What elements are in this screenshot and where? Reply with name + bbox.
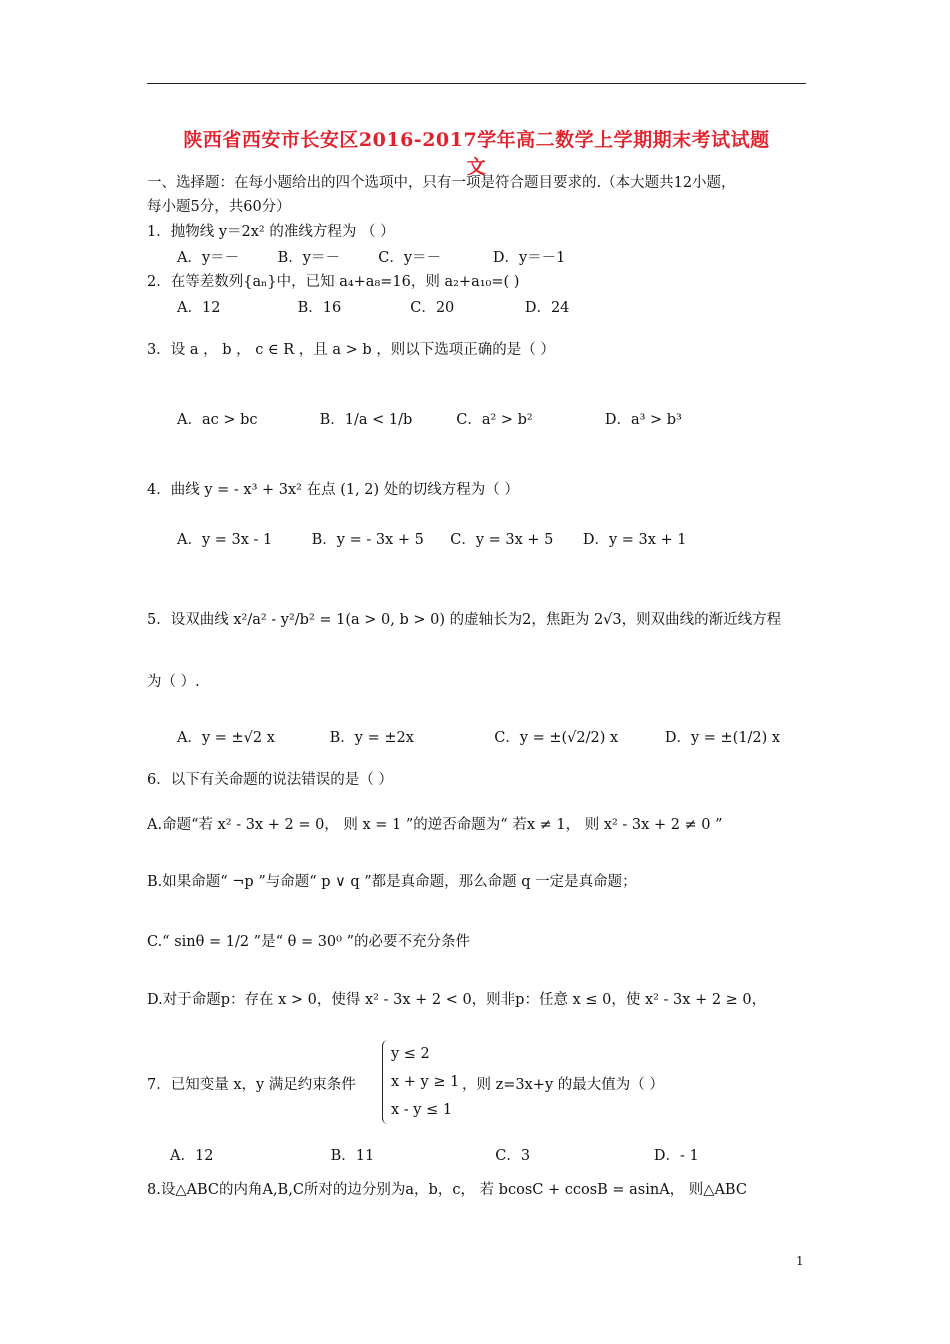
option-d: D．- 1	[653, 1148, 699, 1164]
question-4-stem: 4．曲线 y = - x³ + 3x² 在点 (1, 2) 处的切线方程为（ ）	[147, 482, 519, 498]
option-c: C．3	[495, 1148, 531, 1164]
option-d: D．y = ±(1/2) x	[664, 730, 781, 746]
option-a: A．y＝－	[177, 250, 240, 266]
constraint-system	[382, 1040, 459, 1124]
option-a: A．ac > bc	[177, 412, 258, 428]
option-a: A．y = 3x - 1	[177, 532, 273, 548]
question-7-options	[170, 1146, 699, 1166]
question-1-stem: 1．抛物线 y＝2x² 的准线方程为 （ ）	[147, 224, 395, 240]
option-c: C．y＝－	[378, 250, 442, 266]
option-b: B．y＝－	[277, 250, 340, 266]
constraint-2: x + y ≥ 1	[391, 1074, 460, 1090]
option-c: C．y = ±(√2/2) x	[494, 730, 619, 746]
section-intro-cont: 每小题5分，共60分）	[147, 199, 291, 215]
option-a: A．12	[177, 300, 221, 316]
question-6-option-c: C.“ sinθ = 1/2 ”是“ θ = 30⁰ ”的必要不充分条件	[147, 934, 470, 950]
page-title-cont: 文	[466, 156, 487, 178]
option-d: D．24	[524, 300, 570, 316]
constraint-1: y ≤ 2	[391, 1046, 430, 1062]
question-6-option-a: A.命题“若 x² - 3x + 2 = 0， 则 x = 1 ”的逆否命题为“ 若x ≠ 1， 则 x² - 3x + 2 ≠ 0 ”	[147, 817, 723, 833]
option-a: A．y = ±√2 x	[177, 730, 275, 746]
option-b: B．y = - 3x + 5	[311, 532, 424, 548]
section-intro: 一、选择题：在每小题给出的四个选项中，只有一项是符合题目要求的.（本大题共12小题，	[147, 175, 736, 191]
page-number: 1	[796, 1254, 804, 1268]
question-5-stem-cont: 为（ ）.	[147, 674, 200, 690]
question-7-stem-pre: 7．已知变量 x，y 满足约束条件	[147, 1077, 356, 1093]
option-d: D．y＝－1	[492, 250, 566, 266]
question-5-stem: 5．设双曲线 x²/a² - y²/b² = 1(a > 0, b > 0) 的虚轴长为2，焦距为 2√3，则双曲线的渐近线方程	[147, 612, 782, 628]
question-3-options	[177, 410, 682, 430]
option-b: B．11	[330, 1148, 375, 1164]
question-7-stem-post: ，则 z=3x+y 的最大值为（ ）	[462, 1077, 664, 1093]
option-c: C．20	[410, 300, 455, 316]
question-8-stem: 8.设△ABC的内角A,B,C所对的边分别为a，b，c， 若 bcosC + ccosB = asinA， 则△ABC	[147, 1182, 747, 1198]
question-1-options	[177, 248, 565, 268]
option-c: C．a² > b²	[456, 412, 533, 428]
option-b: B．y = ±2x	[329, 730, 414, 746]
question-2-stem: 2．在等差数列{aₙ}中，已知 a₄+a₈=16，则 a₂+a₁₀=( )	[147, 274, 520, 290]
question-4-options	[177, 530, 687, 550]
question-6-stem: 6．以下有关命题的说法错误的是（ ）	[147, 772, 393, 788]
option-d: D．y = 3x + 1	[582, 532, 687, 548]
question-2-options	[177, 298, 569, 318]
question-5-options	[177, 728, 780, 748]
option-a: A．12	[170, 1148, 214, 1164]
option-b: B．1/a < 1/b	[319, 412, 413, 428]
header-rule	[147, 83, 806, 84]
question-6-option-d: D.对于命题p：存在 x > 0，使得 x² - 3x + 2 < 0，则非p：任意 x ≤ 0，使 x² - 3x + 2 ≥ 0，	[147, 992, 767, 1008]
question-6-option-b: B.如果命题“ ¬p ”与命题“ p ∨ q ”都是真命题，那么命题 q 一定是真命题；	[147, 874, 637, 890]
constraint-3: x - y ≤ 1	[391, 1102, 453, 1118]
question-3-stem: 3．设 a ， b ， c ∈ R ，且 a > b ，则以下选项正确的是（ ）	[147, 342, 555, 358]
option-d: D．a³ > b³	[604, 412, 682, 428]
option-c: C．y = 3x + 5	[450, 532, 554, 548]
option-b: B．16	[297, 300, 342, 316]
page-title: 陕西省西安市长安区2016-2017学年高二数学上学期期末考试试题	[183, 129, 770, 151]
